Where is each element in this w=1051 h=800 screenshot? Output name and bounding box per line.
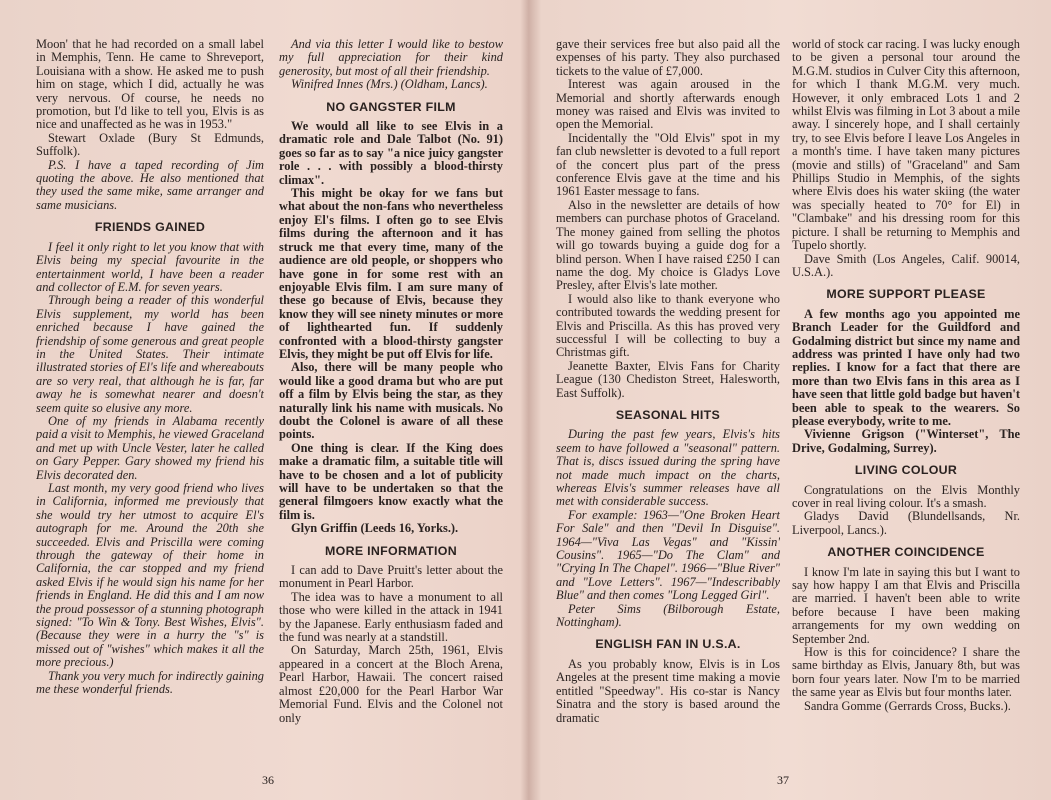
paragraph: As you probably know, Elvis is in Los Angeles at the present time making a movie entitled "Speedway". His co-star is Nancy Sinatra and the story is based around the dramatic	[556, 656, 780, 725]
paragraph: Congratulations on the Elvis Monthly cover in real living colour. It's a smash.	[792, 482, 1020, 510]
signature: Dave Smith (Los Angeles, Calif. 90014, U.S.A.).	[792, 251, 1020, 279]
section-heading: LIVING COLOUR	[854, 463, 958, 478]
section-heading: ENGLISH FAN IN U.S.A.	[595, 637, 741, 652]
paragraph: I know I'm late in saying this but I want to say how happy I am that Elvis and Priscilla are married. I haven't been able to write before because I have been making arrangements for my own wedding on September 2nd.	[792, 564, 1020, 646]
postscript: P.S. I have a taped recording of Jim quoting the above. He also mentioned that they used the same mike, same arranger and same musicians.	[36, 157, 264, 212]
paragraph: Also in the newsletter are details of how members can purchase photos of Graceland. The money gained from selling the photos will go towards buying a guide dog for a blind person. When I have raised £250 I can name the dog. My choice is Gladys Love Presley, after Elvis's late mother.	[556, 197, 780, 293]
section-heading: FRIENDS GAINED	[94, 220, 206, 235]
signature: Gladys David (Blundellsands, Nr. Liverpool, Lancs.).	[792, 509, 1020, 537]
column-4	[792, 38, 1020, 713]
paragraph: The idea was to have a monument to all those who were killed in the attack in 1941 by the Japanese. Early enthusiasm faded and the fund was nearly at a standstill.	[279, 589, 503, 645]
section-heading: SEASONAL HITS	[615, 407, 721, 422]
paragraph: Thank you very much for indirectly gaining me these wonderful friends.	[36, 668, 264, 697]
section-heading: ANOTHER COINCIDENCE	[827, 545, 985, 560]
paragraph: How is this for coincidence? I share the same birthday as Elvis, January 8th, but was born four years later. Now I'm to be married the same year as Elvis but four months later.	[792, 645, 1020, 700]
page-number: 37	[777, 773, 789, 787]
column-3	[556, 38, 780, 725]
paragraph: gave their services free but also paid all the expenses of his party. They also purchased tickets to the value of £7,000.	[556, 38, 780, 78]
signature: Peter Sims (Bilborough Estate, Nottingham).	[556, 601, 780, 630]
paragraph: I can add to Dave Pruitt's letter about the monument in Pearl Harbor.	[279, 563, 503, 591]
paragraph: Last month, my very good friend who lives in California, informed me previously that she would try her utmost to acquire El's autograph for me. Around the 20th she succeeded. Elvis and Priscilla were coming through the gateway of their home in California, the car stopped and my friend asked Elvis if he would sign his name for her friends in England. He did this and I am now the proud possessor of a stunning photograph signed: "To Win & Tony. Best Wishes, Elvis". (Because they were in a hurry the "s" is missed out of "wishes" which makes it all the more precious.)	[36, 481, 264, 670]
paragraph: During the past few years, Elvis's hits seem to have followed a "seasonal" pattern. That is, discs issued during the spring have not made much impact on the charts, whereas Elvis's summer releases have all met with considerable success.	[556, 427, 780, 509]
signature: Vivienne Grigson ("Winterset", The Drive, Godalming, Surrey).	[792, 427, 1020, 455]
paragraph: And via this letter I would like to bestow my full appreciation for their kind generosity, but most of all their friendship.	[279, 38, 503, 78]
paragraph: One thing is clear. If the King does make a dramatic film, a suitable title will have to be chosen and a lot of publicity will have to be undertaken so that the general filmgoers know exactly what the film is.	[279, 440, 503, 522]
signature: Winifred Innes (Mrs.) (Oldham, Lancs).	[291, 77, 488, 92]
signature: Stewart Oxlade (Bury St Edmunds, Suffolk).	[36, 130, 264, 159]
paragraph: Incidentally the "Old Elvis" spot in my fan club newsletter is devoted to a full report of the concert plus part of the press conference Elvis gave at the time and his 1961 Easter message to fans.	[556, 130, 780, 199]
paragraph: We would all like to see Elvis in a dramatic role and Dale Talbot (No. 91) goes so far as to say "a nice juicy gangster role . . . with possibly a blood-thirsty climax".	[279, 119, 503, 187]
paragraph: For example: 1963—"One Broken Heart For Sale" and then "Devil In Disguise". 1964—"Viva Las Vegas" and "Kissin' Cousins". 1965—"Do The Clam" and "Crying In The Chapel". 1966—"Blue River" and "Love Letters". 1967—"Indescribably Blue" and then comes "Long Legged Girl".	[556, 507, 780, 603]
paragraph: I feel it only right to let you know that with Elvis being my special favourite in the entertainment world, I have been a reader and collector of E.M. for seven years.	[36, 239, 264, 294]
paragraph: I would also like to thank everyone who contributed towards the wedding present for Elvis and Priscilla. As this has proved very successful I will be collecting to buy a Christmas gift.	[556, 291, 780, 360]
paragraph: One of my friends in Alabama recently paid a visit to Memphis, he viewed Graceland and met up with Uncle Vester, later he called on Gary Pepper. Gary showed my friend his Elvis decorated den.	[36, 413, 264, 482]
signature: Jeanette Baxter, Elvis Fans for Charity League (130 Chediston Street, Halesworth, East Suffolk).	[556, 358, 780, 400]
section-heading: MORE INFORMATION	[325, 543, 457, 558]
page-number: 36	[262, 773, 274, 787]
column-1	[36, 38, 264, 697]
paragraph: This might be okay for we fans but what about the non-fans who nevertheless enjoy El's films. I often go to see Elvis films during the afternoon and it has struck me that every time, many of the audience are old people, or shoppers who have gone in for some rest with an enjoyable Elvis film. I am sure many of these go because of Elvis, because they know they will see ninety minutes or more of lighthearted fun. If suddenly confronted with a blood-thirsty gangster Elvis, they might be put off Elvis for life.	[279, 186, 503, 361]
paragraph: Through being a reader of this wonderful Elvis supplement, my world has been enriched because I have gained the friendship of some generous and great people in the United States. Their intimate illustrated stories of El's life and whereabouts are so very real, that although he is far, far away he is somewhat nearer and doesn't seem quite so elusive any more.	[36, 293, 264, 415]
paragraph: world of stock car racing. I was lucky enough to be given a personal tour around the M.G.M. studios in Culver City this afternoon, for which I thank M.G.M. very much. However, it only embraced Lots 1 and 2 whilst Elvis was filming in Lot 3 about a mile away. I sincerely hope, and I shall certainly try, to see Elvis before I leave Los Angeles in a month's time. I have taken many pictures (movie and stills) of "Graceland" and Sam Phillips Studio in Memphis, of the sights where Elvis does his water skiing (the water was specially heated to 70° for El) in "Clambake" and his dressing room for this picture. I shall be returning to Memphis and Tupelo shortly.	[792, 38, 1020, 253]
section-heading: NO GANGSTER FILM	[326, 99, 456, 114]
paragraph: A few months ago you appointed me Branch Leader for the Guildford and Godalming district but since my name and address was printed I have only had two replies. I know for a fact that there are more than two Elvis fans in this area as I have seen that little gold badge but haven't been able to speak to the wearers. So please everybody, write to me.	[792, 306, 1020, 428]
signature: Glyn Griffin (Leeds 16, Yorks.).	[291, 521, 459, 536]
paragraph: Also, there will be many people who would like a good drama but who are put off a film by Elvis being the star, as they naturally link his name with musicals. No doubt the Colonel is aware of all these points.	[279, 360, 503, 442]
column-2	[279, 38, 503, 725]
paragraph: Moon' that he had recorded on a small label in Memphis, Tenn. He came to Shreveport, Louisiana with a show. He asked me to push him on stage, which I did, actually he was very nervous. Of course, he needs no promotion, but I'd like to tell you, Elvis is as nice and unaffected as he was in 1953."	[36, 38, 264, 132]
section-heading: MORE SUPPORT PLEASE	[826, 287, 986, 302]
paragraph: On Saturday, March 25th, 1961, Elvis appeared in a concert at the Bloch Arena, Pearl Harbor, Hawaii. The concert raised almost £20,000 for the Pearl Harbor War Memorial Fund. Elvis and the Colonel not only	[279, 643, 503, 725]
signature: Sandra Gomme (Gerrards Cross, Bucks.).	[804, 698, 1011, 713]
paragraph: Interest was again aroused in the Memorial and shortly afterwards enough money was raised and Elvis was invited to open the Memorial.	[556, 77, 780, 132]
